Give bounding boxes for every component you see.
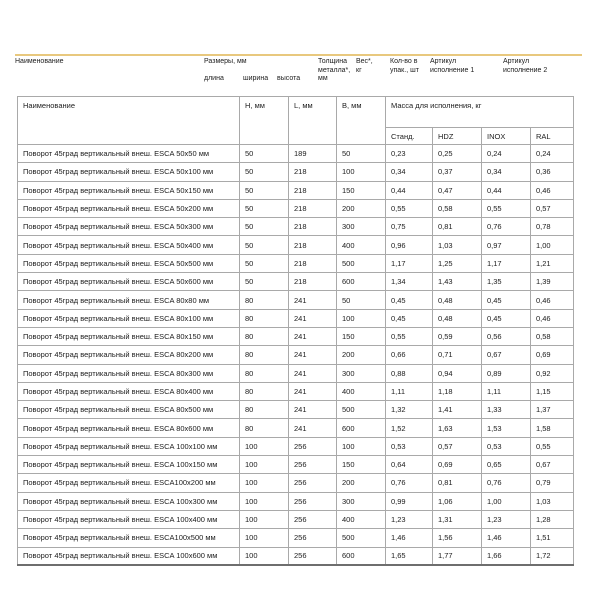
value-cell: 1,11 [482,382,531,400]
value-cell: 0,67 [531,456,574,474]
value-cell: 0,45 [386,291,433,309]
value-cell: 100 [337,437,386,455]
product-name-cell: Поворот 45град вертикальный внеш. ESCA 50x200 мм [18,199,240,217]
product-name-cell: Поворот 45град вертикальный внеш. ESCA 50x500 мм [18,254,240,272]
col-header-mass-group: Масса для исполнения, кг [386,97,574,128]
value-cell: 1,06 [433,492,482,510]
value-cell: 0,92 [531,364,574,382]
value-cell: 50 [240,218,289,236]
top-header-qty-label: Кол-во в упак., шт [390,58,419,74]
table-row [18,327,574,345]
top-header-length-label: длина [204,75,224,82]
value-cell: 1,23 [482,510,531,528]
value-cell: 80 [240,419,289,437]
value-cell: 1,17 [482,254,531,272]
value-cell: 0,57 [433,437,482,455]
value-cell: 1,52 [386,419,433,437]
value-cell: 0,81 [433,474,482,492]
value-cell: 0,88 [386,364,433,382]
value-cell: 0,45 [386,309,433,327]
value-cell: 0,36 [531,163,574,181]
product-name-cell: Поворот 45град вертикальный внеш. ESCA 80x100 мм [18,309,240,327]
value-cell: 0,59 [433,327,482,345]
value-cell: 1,18 [433,382,482,400]
value-cell: 0,44 [482,181,531,199]
top-header-thickness-label: Толщина металла*, мм [318,58,351,83]
value-cell: 50 [337,291,386,309]
product-name-cell: Поворот 45град вертикальный внеш. ESCA 80x300 мм [18,364,240,382]
value-cell: 80 [240,309,289,327]
product-name-cell: Поворот 45град вертикальный внеш. ESCA 50x300 мм [18,218,240,236]
value-cell: 0,79 [531,474,574,492]
value-cell: 600 [337,273,386,291]
value-cell: 80 [240,401,289,419]
table-row [18,254,574,272]
value-cell: 256 [289,437,337,455]
value-cell: 600 [337,547,386,565]
value-cell: 100 [337,163,386,181]
value-cell: 0,45 [482,291,531,309]
value-cell: 300 [337,364,386,382]
value-cell: 256 [289,510,337,528]
value-cell: 1,28 [531,510,574,528]
value-cell: 150 [337,181,386,199]
value-cell: 100 [240,510,289,528]
value-cell: 400 [337,382,386,400]
value-cell: 0,25 [433,145,482,163]
product-name-cell: Поворот 45град вертикальный внеш. ESCA 80x600 мм [18,419,240,437]
value-cell: 0,64 [386,456,433,474]
product-name-cell: Поворот 45град вертикальный внеш. ESCA 80x150 мм [18,327,240,345]
value-cell: 0,45 [482,309,531,327]
product-name-cell: Поворот 45град вертикальный внеш. ESCA 100x600 мм [18,547,240,565]
value-cell: 500 [337,529,386,547]
table-row [18,273,574,291]
value-cell: 218 [289,236,337,254]
col-header-ral: RAL [531,128,574,145]
value-cell: 1,03 [433,236,482,254]
value-cell: 50 [240,145,289,163]
value-cell: 80 [240,327,289,345]
product-name-cell: Поворот 45град вертикальный внеш. ESCA 100x400 мм [18,510,240,528]
table-row [18,309,574,327]
value-cell: 1,39 [531,273,574,291]
col-header-inox: INOX [482,128,531,145]
top-header-dimensions-label: Размеры, мм [204,58,247,65]
col-header-standard: Станд. [386,128,433,145]
value-cell: 200 [337,474,386,492]
table-row [18,529,574,547]
value-cell: 0,46 [531,309,574,327]
value-cell: 241 [289,346,337,364]
value-cell: 1,21 [531,254,574,272]
value-cell: 1,32 [386,401,433,419]
table-row [18,346,574,364]
value-cell: 100 [240,547,289,565]
accent-divider [15,54,582,56]
value-cell: 100 [337,309,386,327]
value-cell: 50 [240,199,289,217]
table-row [18,492,574,510]
value-cell: 80 [240,291,289,309]
value-cell: 0,55 [531,437,574,455]
value-cell: 0,69 [433,456,482,474]
product-name-cell: Поворот 45град вертикальный внеш. ESCA 80x400 мм [18,382,240,400]
value-cell: 0,46 [531,291,574,309]
value-cell: 100 [240,492,289,510]
value-cell: 256 [289,456,337,474]
value-cell: 0,89 [482,364,531,382]
value-cell: 0,69 [531,346,574,364]
value-cell: 0,94 [433,364,482,382]
value-cell: 1,03 [531,492,574,510]
value-cell: 1,00 [482,492,531,510]
value-cell: 50 [240,254,289,272]
value-cell: 150 [337,327,386,345]
value-cell: 256 [289,492,337,510]
col-header-name: Наименование [18,97,240,145]
product-name-cell: Поворот 45град вертикальный внеш. ESCA100x500 мм [18,529,240,547]
top-header-height-label: высота [277,75,301,82]
table-header-row [18,97,574,128]
top-header-article1-label: Артикул исполнение 1 [430,58,475,74]
value-cell: 80 [240,382,289,400]
value-cell: 50 [337,145,386,163]
value-cell: 1,53 [482,419,531,437]
value-cell: 0,55 [482,199,531,217]
table-row [18,547,574,565]
value-cell: 256 [289,529,337,547]
product-name-cell: Поворот 45град вертикальный внеш. ESCA 80x500 мм [18,401,240,419]
value-cell: 300 [337,492,386,510]
value-cell: 241 [289,382,337,400]
table-row [18,145,574,163]
value-cell: 1,35 [482,273,531,291]
value-cell: 0,53 [482,437,531,455]
value-cell: 1,11 [386,382,433,400]
value-cell: 0,76 [386,474,433,492]
value-cell: 1,37 [531,401,574,419]
value-cell: 0,57 [531,199,574,217]
value-cell: 1,43 [433,273,482,291]
value-cell: 0,37 [433,163,482,181]
top-header-name-label: Наименование [15,58,64,65]
value-cell: 0,71 [433,346,482,364]
value-cell: 0,56 [482,327,531,345]
value-cell: 0,96 [386,236,433,254]
value-cell: 200 [337,199,386,217]
value-cell: 1,72 [531,547,574,565]
value-cell: 0,24 [482,145,531,163]
value-cell: 0,55 [386,199,433,217]
value-cell: 80 [240,346,289,364]
value-cell: 1,25 [433,254,482,272]
value-cell: 1,31 [433,510,482,528]
value-cell: 0,81 [433,218,482,236]
product-name-cell: Поворот 45град вертикальный внеш. ESCA 100x100 мм [18,437,240,455]
value-cell: 0,46 [531,181,574,199]
value-cell: 241 [289,309,337,327]
value-cell: 1,58 [531,419,574,437]
table-row [18,401,574,419]
value-cell: 50 [240,163,289,181]
value-cell: 218 [289,273,337,291]
value-cell: 0,34 [482,163,531,181]
value-cell: 218 [289,218,337,236]
col-header-l: L, мм [289,97,337,145]
table-row [18,510,574,528]
table-row [18,382,574,400]
value-cell: 0,58 [433,199,482,217]
value-cell: 50 [240,236,289,254]
product-name-cell: Поворот 45град вертикальный внеш. ESCA 50x600 мм [18,273,240,291]
value-cell: 400 [337,236,386,254]
value-cell: 1,46 [386,529,433,547]
value-cell: 0,34 [386,163,433,181]
value-cell: 1,65 [386,547,433,565]
value-cell: 0,78 [531,218,574,236]
value-cell: 0,23 [386,145,433,163]
product-name-cell: Поворот 45град вертикальный внеш. ESCA 50x50 мм [18,145,240,163]
value-cell: 0,53 [386,437,433,455]
value-cell: 0,66 [386,346,433,364]
table-row [18,364,574,382]
product-name-cell: Поворот 45град вертикальный внеш. ESCA 80x80 мм [18,291,240,309]
product-name-cell: Поворот 45град вертикальный внеш. ESCA 80x200 мм [18,346,240,364]
product-name-cell: Поворот 45град вертикальный внеш. ESCA100x200 мм [18,474,240,492]
table-row [18,474,574,492]
top-header-width-label: ширина [243,75,269,82]
table-row [18,199,574,217]
value-cell: 0,47 [433,181,482,199]
value-cell: 200 [337,346,386,364]
value-cell: 1,46 [482,529,531,547]
table-row [18,291,574,309]
table-row [18,236,574,254]
value-cell: 600 [337,419,386,437]
value-cell: 1,56 [433,529,482,547]
value-cell: 0,99 [386,492,433,510]
value-cell: 241 [289,419,337,437]
value-cell: 0,48 [433,291,482,309]
value-cell: 189 [289,145,337,163]
table-row [18,218,574,236]
value-cell: 256 [289,547,337,565]
table-row [18,419,574,437]
product-table-body [18,145,574,566]
value-cell: 1,77 [433,547,482,565]
value-cell: 500 [337,254,386,272]
col-header-h: H, мм [240,97,289,145]
value-cell: 1,17 [386,254,433,272]
value-cell: 1,00 [531,236,574,254]
value-cell: 80 [240,364,289,382]
value-cell: 1,15 [531,382,574,400]
value-cell: 218 [289,254,337,272]
value-cell: 1,33 [482,401,531,419]
top-header-article2-label: Артикул исполнение 2 [503,58,548,74]
value-cell: 100 [240,456,289,474]
value-cell: 1,41 [433,401,482,419]
value-cell: 400 [337,510,386,528]
value-cell: 256 [289,474,337,492]
col-header-hdz: HDZ [433,128,482,145]
value-cell: 218 [289,181,337,199]
value-cell: 100 [240,529,289,547]
value-cell: 241 [289,327,337,345]
value-cell: 300 [337,218,386,236]
value-cell: 218 [289,163,337,181]
value-cell: 0,67 [482,346,531,364]
value-cell: 1,23 [386,510,433,528]
value-cell: 100 [240,437,289,455]
value-cell: 0,48 [433,309,482,327]
value-cell: 0,65 [482,456,531,474]
value-cell: 218 [289,199,337,217]
product-name-cell: Поворот 45град вертикальный внеш. ESCA 100x150 мм [18,456,240,474]
value-cell: 0,58 [531,327,574,345]
value-cell: 100 [240,474,289,492]
value-cell: 1,34 [386,273,433,291]
value-cell: 500 [337,401,386,419]
value-cell: 50 [240,181,289,199]
value-cell: 1,66 [482,547,531,565]
product-name-cell: Поворот 45град вертикальный внеш. ESCA 50x400 мм [18,236,240,254]
table-row [18,181,574,199]
value-cell: 241 [289,401,337,419]
value-cell: 0,24 [531,145,574,163]
table-row [18,437,574,455]
product-name-cell: Поворот 45град вертикальный внеш. ESCA 50x100 мм [18,163,240,181]
col-header-b: B, мм [337,97,386,145]
value-cell: 1,51 [531,529,574,547]
value-cell: 1,63 [433,419,482,437]
top-header-weight-label: Вес*, кг [356,58,373,74]
value-cell: 50 [240,273,289,291]
product-table-head [18,97,574,145]
product-name-cell: Поворот 45град вертикальный внеш. ESCA 50x150 мм [18,181,240,199]
value-cell: 0,76 [482,474,531,492]
value-cell: 0,75 [386,218,433,236]
table-row [18,163,574,181]
value-cell: 0,55 [386,327,433,345]
table-row [18,456,574,474]
value-cell: 241 [289,291,337,309]
product-name-cell: Поворот 45град вертикальный внеш. ESCA 100x300 мм [18,492,240,510]
value-cell: 150 [337,456,386,474]
value-cell: 241 [289,364,337,382]
value-cell: 0,97 [482,236,531,254]
value-cell: 0,76 [482,218,531,236]
value-cell: 0,44 [386,181,433,199]
product-table [17,96,574,566]
